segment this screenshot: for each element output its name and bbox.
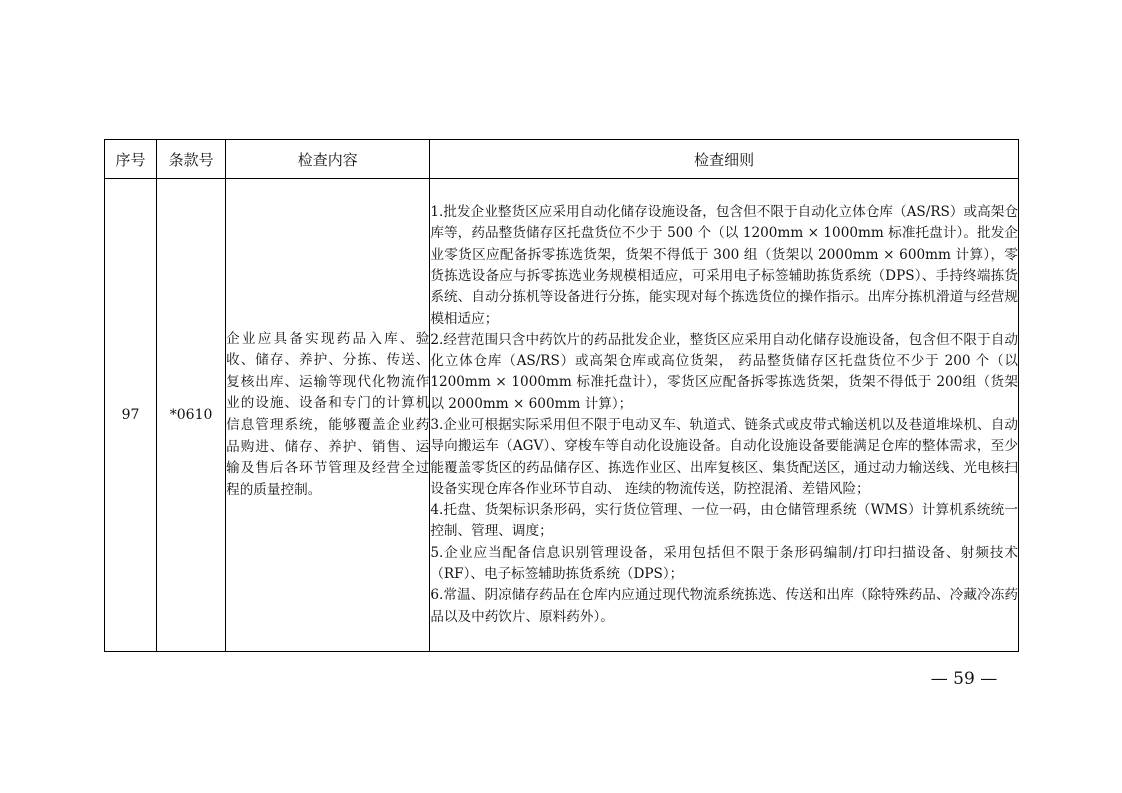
inspection-table [104,139,1019,652]
detail-item: 3.企业可根据实际采用但不限于电动叉车、轨道式、链条式或皮带式输送机以及巷道堆垛机、自动导向搬运车（AGV）、穿梭车等自动化设施设备。自动化设施设备要能满足仓库的整体需求，至少能覆盖零货区的药品储存区、拣选作业区、出库复核区、集货配送区，通过动力输送线、光电核扫设备实现仓库各作业环节自动、 连续的物流传送，防控混淆、差错风险； [430,417,1018,497]
seq-cell: 97 [105,179,157,652]
header-content: 检查内容 [226,140,430,179]
header-clause: 条款号 [157,140,226,179]
detail-item: 5.企业应当配备信息识别管理设备，采用包括但不限于条形码编制/打印扫描设备、射频技术（RF）、电子标签辅助拣货系统（DPS）； [430,544,1018,583]
detail-item: 2.经营范围只含中药饮片的药品批发企业，整货区应采用自动化储存设施设备，包含但不限于自动化立体仓库（AS/RS）或高架仓库或高位货架， 药品整货储存区托盘货位不少于 200 个（以1200mm × 1000mm 标准托盘计），零货区应配备拆零拣选货架，货架不得低于 200组（货架以 2000mm × 600mm 计算）； [430,331,1018,412]
table-header-row [105,140,1019,179]
content-cell: 企业应具备实现药品入库、验收、储存、养护、分拣、传送、复核出库、运输等现代化物流作业的设施、设备和专门的计算机信息管理系统，能够覆盖企业药品购进、储存、养护、销售、运输及售后各环节管理及经营全过程的质量控制。 [226,179,430,652]
detail-item: 1.批发企业整货区应采用自动化储存设施设备，包含但不限于自动化立体仓库（AS/RS）或高架仓库等，药品整货储存区托盘货位不少于 500 个（以 1200mm × 1000mm 标准托盘计）。批发企业零货区应配备拆零拣选货架，货架不得低于 300 组（货架以 2000mm × 600mm 计算），零货拣选设备应与拆零拣选业务规模相适应，可采用电子标签辅助拣货系统（DPS）、手持终端拣货系统、自动分拣机等设备进行分拣，能实现对每个拣选货位的操作指示。出库分拣机滑道与经营规模相适应； [430,204,1018,327]
detail-cell [430,179,1019,652]
clause-cell: *0610 [157,179,226,652]
header-seq: 序号 [105,140,157,179]
detail-item: 4.托盘、货架标识条形码，实行货位管理、一位一码，由仓储管理系统（WMS）计算机系统统一控制、管理、调度； [430,502,1018,540]
table-row [105,179,1019,652]
header-detail: 检查细则 [430,140,1019,179]
page-number: — 59 — [930,669,998,689]
detail-item: 6.常温、阴凉储存药品在仓库内应通过现代物流系统拣选、传送和出库（除特殊药品、冷藏冷冻药品以及中药饮片、原料药外）。 [430,587,1018,625]
